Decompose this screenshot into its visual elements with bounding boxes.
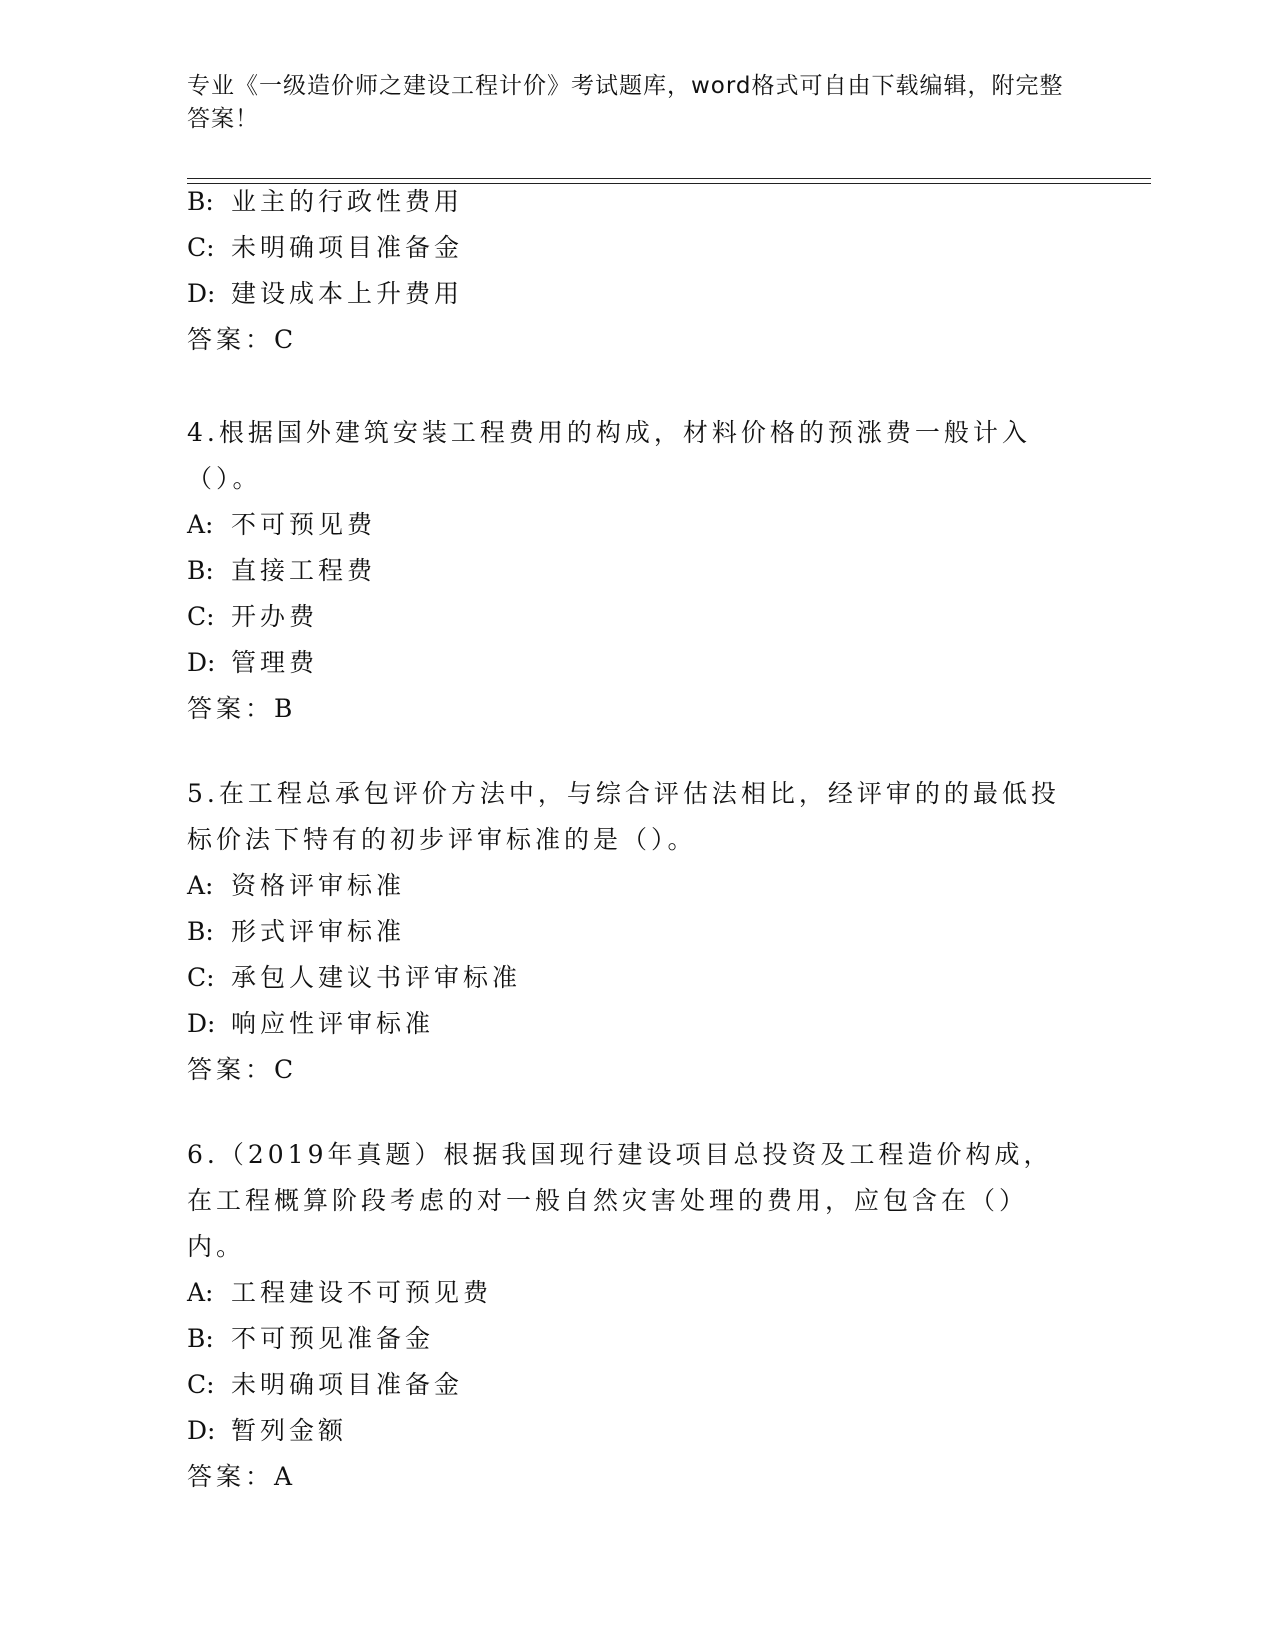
- option-a: A: 资格评审标准: [187, 871, 406, 900]
- answer-line: 答案：C: [187, 1055, 298, 1084]
- option-c: C: 开办费: [187, 602, 319, 631]
- continued-question: [187, 179, 1067, 363]
- option-b: B: 不可预见准备金: [187, 1324, 435, 1353]
- answer-line: 答案：C: [187, 325, 298, 354]
- option-c: C: 承包人建议书评审标准: [187, 963, 522, 992]
- question-6: [187, 1132, 1067, 1500]
- answer-line: 答案：B: [187, 694, 297, 723]
- option-d: D: 暂列金额: [187, 1416, 348, 1445]
- option-a: A: 工程建设不可预见费: [187, 1278, 493, 1307]
- option-c: C: 未明确项目准备金: [187, 233, 464, 262]
- option-a: A: 不可预见费: [187, 510, 377, 539]
- header-text: 专业《一级造价师之建设工程计价》考试题库，word格式可自由下载编辑，附完整答案！: [187, 73, 1064, 132]
- option-c: C: 未明确项目准备金: [187, 1370, 464, 1399]
- question-5: [187, 771, 1067, 1093]
- option-d: D: 管理费: [187, 648, 319, 677]
- option-b: B: 业主的行政性费用: [187, 187, 464, 216]
- option-b: B: 形式评审标准: [187, 917, 406, 946]
- option-d: D: 建设成本上升费用: [187, 279, 464, 308]
- option-d: D: 响应性评审标准: [187, 1009, 435, 1038]
- answer-line: 答案：A: [187, 1462, 297, 1491]
- option-b: B: 直接工程费: [187, 556, 377, 585]
- question-stem: 6.（2019年真题）根据我国现行建设项目总投资及工程造价构成，在工程概算阶段考虑的对一般自然灾害处理的费用，应包含在（）内。: [187, 1140, 1053, 1261]
- question-stem: 4.根据国外建筑安装工程费用的构成，材料价格的预涨费一般计入（）。: [187, 418, 1031, 493]
- document-header: [187, 70, 1067, 136]
- question-4: [187, 410, 1067, 732]
- question-stem: 5.在工程总承包评价方法中，与综合评估法相比，经评审的的最低投标价法下特有的初步评审标准的是（）。: [187, 779, 1060, 854]
